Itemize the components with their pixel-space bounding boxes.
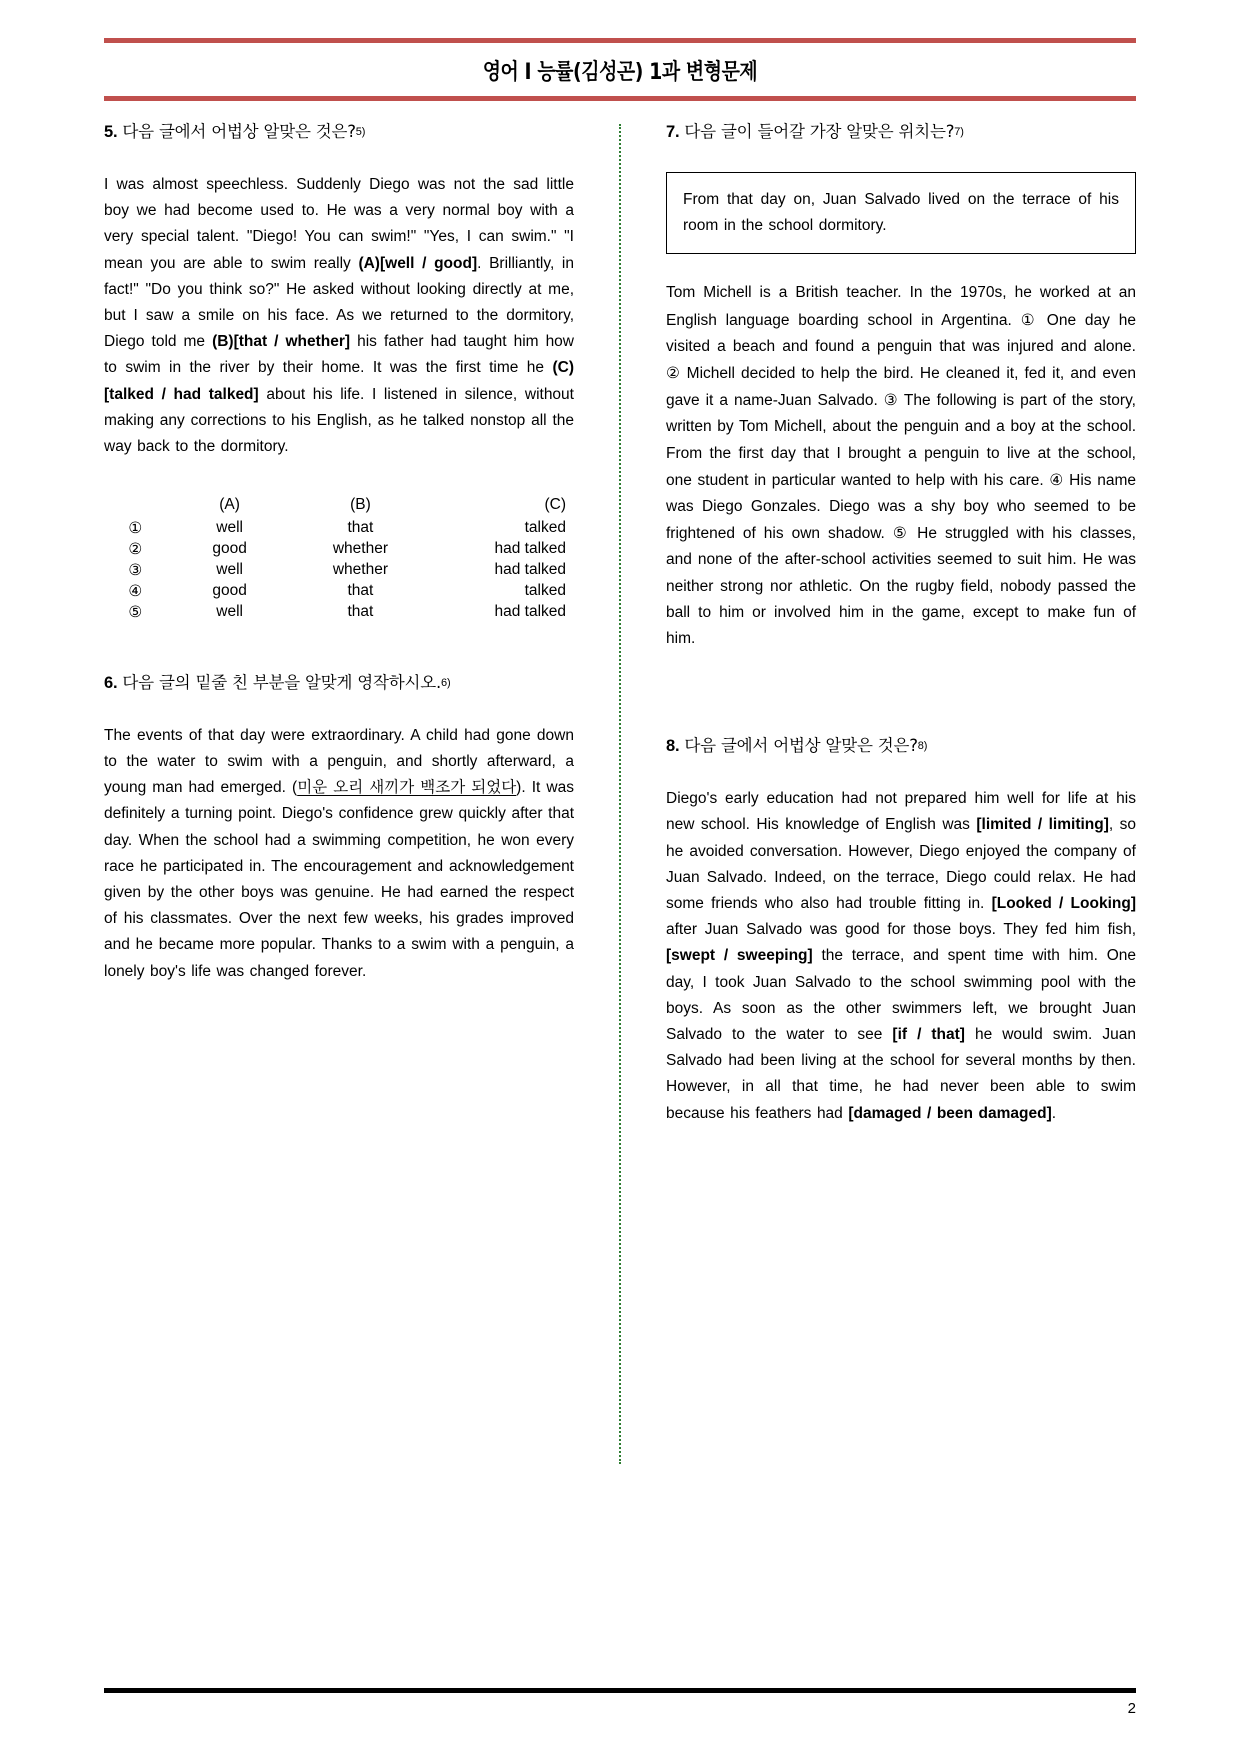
question-6-passage: The events of that day were extraordinary. A child had gone down to the water to swim with a penguin, and shortly afterward, a young man had emerged. (미운 오리 새끼가 백조가 되었다). It was definitely a turning point. Diego's confidence grew quickly after that day. When the school had a swimming competition, he won every race he participated in. The encouragement and acknowledgement given by the other boys was genuine. He had earned the respect of his classmates. Over the next few weeks, his grades improved and he became more popular. Thanks to a swim with a penguin, a lonely boy's life was changed forever. [104, 726, 574, 980]
question-8-number: 8. [666, 737, 680, 756]
question-7-heading [666, 118, 1136, 142]
option-cell: well [216, 603, 243, 621]
option-cell: ④ [128, 582, 143, 601]
left-column [104, 118, 574, 1618]
option-row[interactable] [104, 602, 574, 623]
question-5-options-table [104, 494, 574, 623]
option-cell: talked [524, 582, 566, 600]
option-cell: that [347, 582, 374, 600]
question-6-footnote: 6) [441, 676, 451, 689]
question-5 [104, 118, 574, 623]
question-7-prompt: 다음 글이 들어갈 가장 알맞은 위치는? [684, 122, 955, 141]
option-row[interactable] [104, 581, 574, 602]
question-8-heading [666, 732, 1136, 756]
header-rule-bottom [104, 96, 1136, 101]
question-5-passage: I was almost speechless. Suddenly Diego was not the sad little boy we had become used to. He was a very normal boy with a very special talent. "Diego! You can swim!" "Yes, I can swim." "I mean you are able to swim really (A)[well / good]. Brilliantly, in fact!" "Do you think so?" He asked without looking directly at me, but I saw a smile on his face. As we returned to the dormitory, Diego told me (B)[that / whether] his father had taught him how to swim in the river by their home. It was the first time he (C)[talked / had talked] about his life. I listened in silence, without making any corrections to his English, as he talked nonstop all the way back to the dormitory. [104, 176, 574, 456]
document-title: 영어 I 능률(김성곤) 1과 변형문제 [482, 60, 758, 85]
options-header-b: (B) [350, 495, 371, 513]
spacer [666, 686, 1136, 732]
question-6-number: 6. [104, 673, 118, 692]
question-8-prompt: 다음 글에서 어법상 알맞은 것은? [684, 736, 918, 756]
question-7-insert-sentence: From that day on, Juan Salvado lived on the terrace of his room in the school dormitory. [683, 191, 1119, 235]
option-cell: good [212, 582, 247, 600]
option-cell: ⑤ [128, 603, 143, 622]
page-number: 2 [1127, 1700, 1136, 1717]
option-cell: that [347, 603, 374, 621]
options-body [104, 518, 574, 623]
footer-rule [104, 1688, 1136, 1693]
option-cell: whether [332, 561, 388, 579]
question-7-footnote: 7) [954, 126, 964, 138]
question-8-footnote: 8) [917, 740, 928, 753]
option-row[interactable] [104, 539, 574, 560]
option-cell: talked [524, 519, 566, 537]
option-cell: ① [128, 519, 143, 538]
option-cell: good [212, 540, 247, 558]
question-5-number: 5. [104, 123, 118, 141]
question-7-insert-box [666, 172, 1136, 254]
question-5-heading [104, 118, 574, 142]
column-gap [574, 118, 666, 1618]
content-columns [104, 118, 1136, 1618]
options-header-row [104, 494, 574, 518]
question-7 [666, 118, 1136, 652]
option-cell: that [347, 519, 374, 537]
option-cell: ③ [128, 561, 143, 580]
option-cell: ② [128, 540, 143, 559]
question-6-prompt: 다음 글의 밑줄 친 부분을 알맞게 영작하시오. [122, 672, 442, 692]
options-header-blank [104, 494, 167, 518]
column-divider [619, 124, 621, 1464]
option-cell: had talked [494, 561, 566, 579]
options-header-c: (C) [544, 495, 566, 513]
spacer [104, 623, 574, 669]
right-column [666, 118, 1136, 1618]
option-cell: had talked [494, 603, 566, 621]
question-5-prompt: 다음 글에서 어법상 알맞은 것은? [122, 122, 356, 141]
options-header-a: (A) [219, 495, 240, 513]
option-row[interactable] [104, 560, 574, 581]
option-cell: well [216, 519, 243, 537]
option-cell: whether [332, 540, 388, 558]
option-cell: had talked [494, 540, 566, 558]
question-8-passage: Diego's early education had not prepared him well for life at his new school. His knowledge of English was [limited / limiting], so he avoided conversation. However, Diego enjoyed the company of Juan Salvado. Indeed, on the terrace, Diego could relax. He had some friends who also had trouble fitting in. [Looked / Looking] after Juan Salvado was good for those boys. They fed him fish, [swept / sweeping] the terrace, and spent time with him. One day, I took Juan Salvado to the school swimming pool with the boys. As soon as the other swimmers left, we brought Juan Salvado to the water to see [if / that] he would swim. Juan Salvado had been living at the school for several months by then. However, in all that time, he had never been able to swim because his feathers had [damaged / been damaged]. [666, 790, 1137, 1122]
question-5-footnote: 5) [355, 126, 366, 138]
page-header [104, 38, 1136, 101]
question-8 [666, 732, 1136, 1127]
question-6-heading [104, 669, 574, 693]
question-6 [104, 669, 574, 985]
question-7-passage: Tom Michell is a British teacher. In the 1970s, he worked at an English language boarding school in Argentina. ① One day he visited a beach and found a penguin that was injured and alone. ② Michell decided to help the bird. He cleaned it, fed it, and even gave it a name-Juan Salvado. ③ The following is part of the story, written by Tom Michell, about the penguin and a boy at the school. From the first day that I brought a penguin to live at the school, one student in particular wanted to help with his care. ④ His name was Diego Gonzales. Diego was a shy boy who seemed to be frightened of his own shadow. ⑤ He struggled with his classes, and none of the after-school activities seemed to suit him. He was neither strong nor athletic. On the rugby field, nobody passed the ball to him or involved him in the game, except to make fun of him. [666, 284, 1136, 648]
option-row[interactable] [104, 518, 574, 539]
option-cell: well [216, 561, 243, 579]
question-7-number: 7. [666, 123, 680, 141]
